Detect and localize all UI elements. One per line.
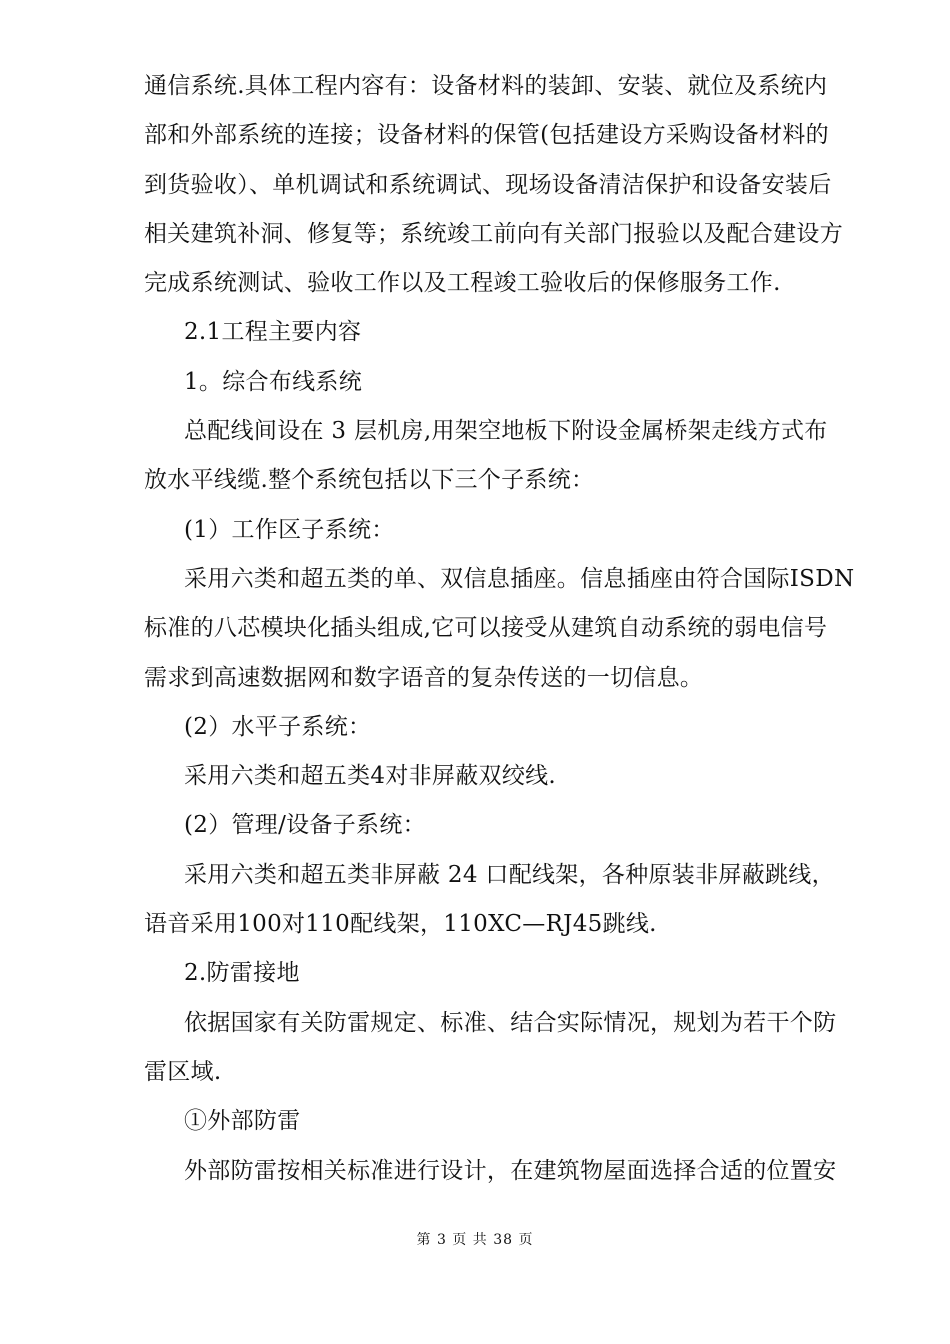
text-line: 需求到高速数据网和数字语音的复杂传送的一切信息。 bbox=[144, 664, 704, 691]
text-line: 总配线间设在 3 层机房,用架空地板下附设金属桥架走线方式布 bbox=[184, 418, 828, 445]
document-body bbox=[144, 62, 855, 1196]
list-item-heading: (2）水平子系统： bbox=[184, 713, 372, 740]
page-number: 第 3 页 共 38 页 bbox=[416, 1232, 534, 1248]
subsection-heading: 2.防雷接地 bbox=[184, 960, 300, 987]
text-line: 部和外部系统的连接；设备材料的保管(包括建设方采购设备材料的 bbox=[144, 122, 829, 149]
list-item-heading: (1）工作区子系统： bbox=[184, 516, 395, 543]
text-line: 标准的八芯模块化插头组成,它可以接受从建筑自动系统的弱电信号 bbox=[144, 615, 828, 642]
text-line: 放水平线缆.整个系统包括以下三个子系统： bbox=[144, 467, 595, 494]
page-footer bbox=[0, 1229, 950, 1249]
text-line: 依据国家有关防雷规定、标准、结合实际情况，规划为若干个防 bbox=[184, 1009, 837, 1036]
text-line: 相关建筑补洞、修复等；系统竣工前向有关部门报验以及配合建设方 bbox=[144, 220, 843, 247]
list-item-heading: (2）管理/设备子系统： bbox=[184, 812, 426, 839]
text-line: 外部防雷按相关标准进行设计，在建筑物屋面选择合适的位置安 bbox=[184, 1157, 837, 1184]
text-line: 语音采用100对110配线架，110XC—RJ45跳线. bbox=[144, 911, 657, 938]
text-line: 采用六类和超五类4对非屏蔽双绞线. bbox=[184, 763, 557, 790]
list-item-heading: ①外部防雷 bbox=[184, 1108, 301, 1135]
text-line: 通信系统.具体工程内容有：设备材料的装卸、安装、就位及系统内 bbox=[144, 73, 828, 99]
text-line: 雷区域. bbox=[144, 1058, 222, 1085]
section-heading: 2.1工程主要内容 bbox=[184, 319, 362, 346]
text-line: 采用六类和超五类的单、双信息插座。信息插座由符合国际ISDN bbox=[184, 565, 855, 592]
subsection-heading: 1。综合布线系统 bbox=[184, 368, 363, 395]
text-line: 到货验收）、单机调试和系统调试、现场设备清洁保护和设备安装后 bbox=[144, 171, 832, 198]
text-line: 完成系统测试、验收工作以及工程竣工验收后的保修服务工作. bbox=[144, 270, 781, 297]
text-line: 采用六类和超五类非屏蔽 24 口配线架，各种原装非屏蔽跳线， bbox=[184, 861, 835, 888]
